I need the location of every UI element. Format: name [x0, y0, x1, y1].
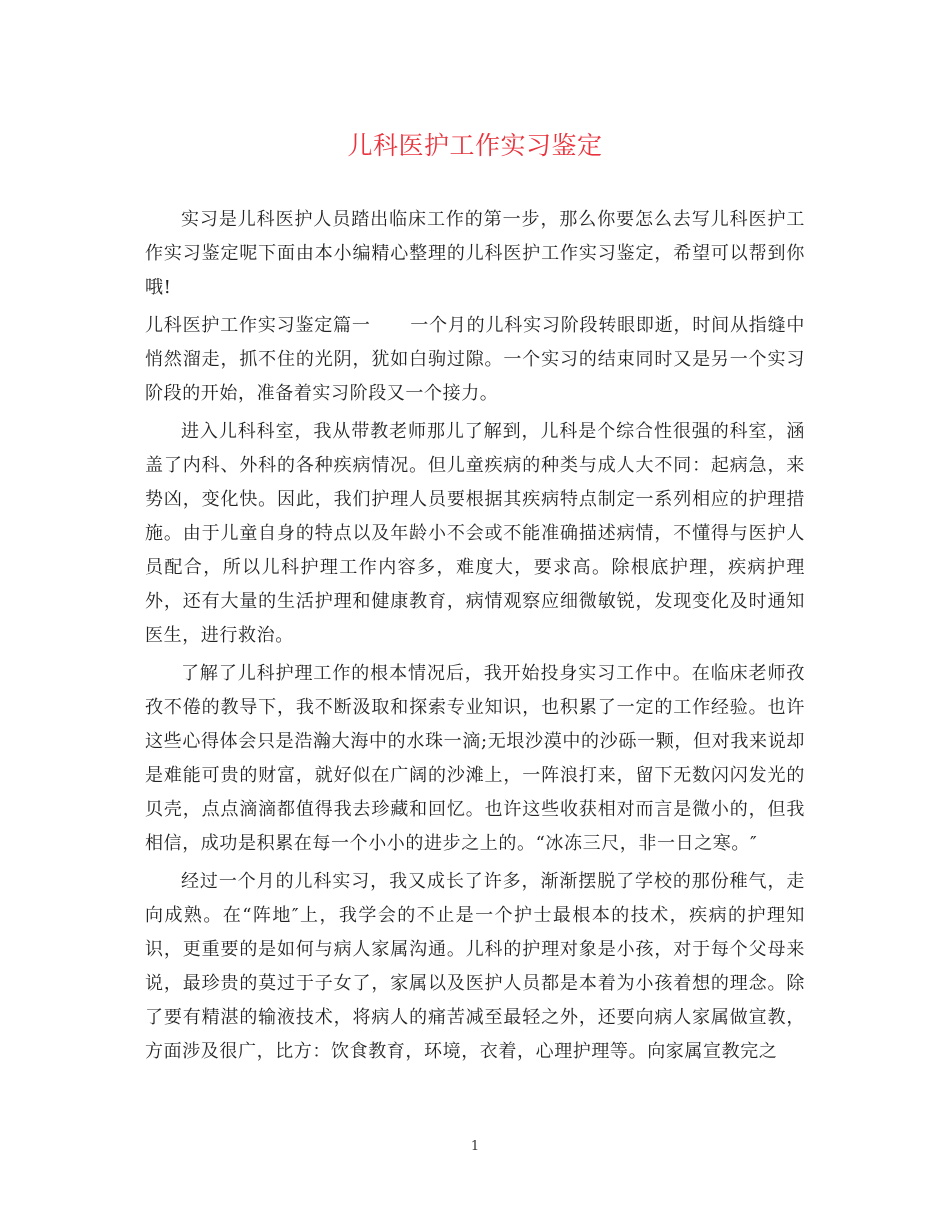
body-paragraph-2: 了解了儿科护理工作的根本情况后，我开始投身实习工作中。在临床老师孜孜不倦的教导下，我不断汲取和探索专业知识，也积累了一定的工作经验。也许这些心得体会只是浩瀚大海中的水珠一滴;无垠沙漠中的沙砾一颗，但对我来说却是难能可贵的财富，就好似在广阔的沙滩上，一阵浪打来，留下无数闪闪发光的贝壳，点点滴滴都值得我去珍藏和回忆。也许这些收获相对而言是微小的，但我相信，成功是积累在每一个小小的进步之上的。“冰冻三尺，非一日之寒。″ — [145, 663, 805, 854]
body-paragraph-3: 经过一个月的儿科实习，我又成长了许多，渐渐摆脱了学校的那份稚气，走向成熟。在“阵地″上，我学会的不止是一个护士最根本的技术，疾病的护理知识，更重要的是如何与病人家属沟通。儿科的护理对象是小孩，对于每个父母来说，最珍贵的莫过于子女了，家属以及医护人员都是本着为小孩着想的理念。除了要有精湛的输液技术，将病人的痛苦减至最轻之外，还要向病人家属做宣教，方面涉及很广，比方：饮食教育，环境，衣着，心理护理等。向家属宣教完之 — [145, 871, 805, 1062]
section-heading: 儿科医护工作实习鉴定篇一 — [145, 315, 371, 336]
document-body — [145, 203, 805, 1073]
section-lead-text: 一个月的儿科实习阶段转眼即逝，时间从指缝中悄然溜走，抓不住的光阴，犹如白驹过隙。一个实习的结束同时又是另一个实习阶段的开始，准备着实习阶段又一个接力。 — [145, 315, 805, 404]
page-number: 1 — [470, 1139, 480, 1154]
body-paragraph-1: 进入儿科科室，我从带教老师那儿了解到，儿科是个综合性很强的科室，涵盖了内科、外科的各种疾病情况。但儿童疾病的种类与成人大不同：起病急，来势凶，变化快。因此，我们护理人员要根据其疾病特点制定一系列相应的护理措施。由于儿童自身的特点以及年龄小不会或不能准确描述病情，不懂得与医护人员配合，所以儿科护理工作内容多，难度大，要求高。除根底护理，疾病护理外，还有大量的生活护理和健康教育，病情观察应细微敏锐，发现变化及时通知医生，进行救治。 — [145, 421, 805, 646]
intro-paragraph: 实习是儿科医护人员踏出临床工作的第一步，那么你要怎么去写儿科医护工作实习鉴定呢下面由本小编精心整理的儿科医护工作实习鉴定，希望可以帮到你哦! — [145, 209, 805, 298]
section-paragraph — [145, 309, 805, 411]
document-title: 儿科医护工作实习鉴定 — [347, 131, 603, 160]
